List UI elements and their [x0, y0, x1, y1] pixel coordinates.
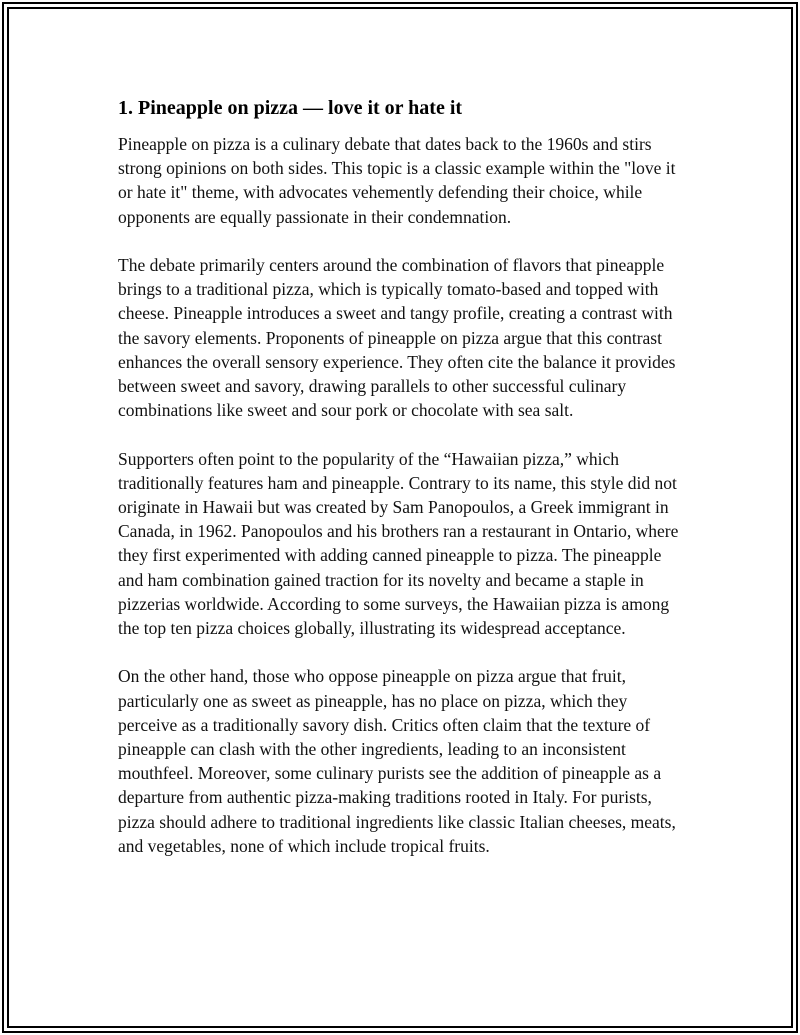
document-body: [118, 96, 686, 882]
paragraph-intro: Pineapple on pizza is a culinary debate that dates back to the 1960s and stirs strong opinions on both sides. This topic is a classic example within the "love it or hate it" theme, with advocates vehemently defending their choice, while opponents are equally passionate in their condemnation.: [118, 134, 676, 227]
paragraph-opposition: On the other hand, those who oppose pineapple on pizza argue that fruit, particularly one as sweet as pineapple, has no place on pizza, which they perceive as a traditionally savory dish. Critics often claim that the texture of pineapple can clash with the other ingredients, leading to an inconsistent mouthfeel. Moreover, some culinary purists see the addition of pineapple as a departure from authentic pizza-making traditions rooted in Italy. For purists, pizza should adhere to traditional ingredients like classic Italian cheeses, meats, and vegetables, none of which include tropical fruits.: [118, 666, 676, 856]
section-heading: 1. Pineapple on pizza — love it or hate it: [118, 97, 463, 119]
paragraph-flavor-debate: The debate primarily centers around the combination of flavors that pineapple brings to a traditional pizza, which is typically tomato-based and topped with cheese. Pineapple introduces a sweet and tangy profile, creating a contrast with the savory elements. Proponents of pineapple on pizza argue that this contrast enhances the overall sensory experience. They often cite the balance it provides between sweet and savory, drawing parallels to other successful culinary combinations like sweet and sour pork or chocolate with sea salt.: [118, 255, 676, 421]
paragraph-hawaiian-pizza: Supporters often point to the popularity of the “Hawaiian pizza,” which traditionally features ham and pineapple. Contrary to its name, this style did not originate in Hawaii but was created by Sam Panopoulos, a Greek immigrant in Canada, in 1962. Panopoulos and his brothers ran a restaurant in Ontario, where they first experimented with adding canned pineapple to pizza. The pineapple and ham combination gained traction for its novelty and became a staple in pizzerias worldwide. According to some surveys, the Hawaiian pizza is among the top ten pizza choices globally, illustrating its widespread acceptance.: [118, 448, 679, 639]
